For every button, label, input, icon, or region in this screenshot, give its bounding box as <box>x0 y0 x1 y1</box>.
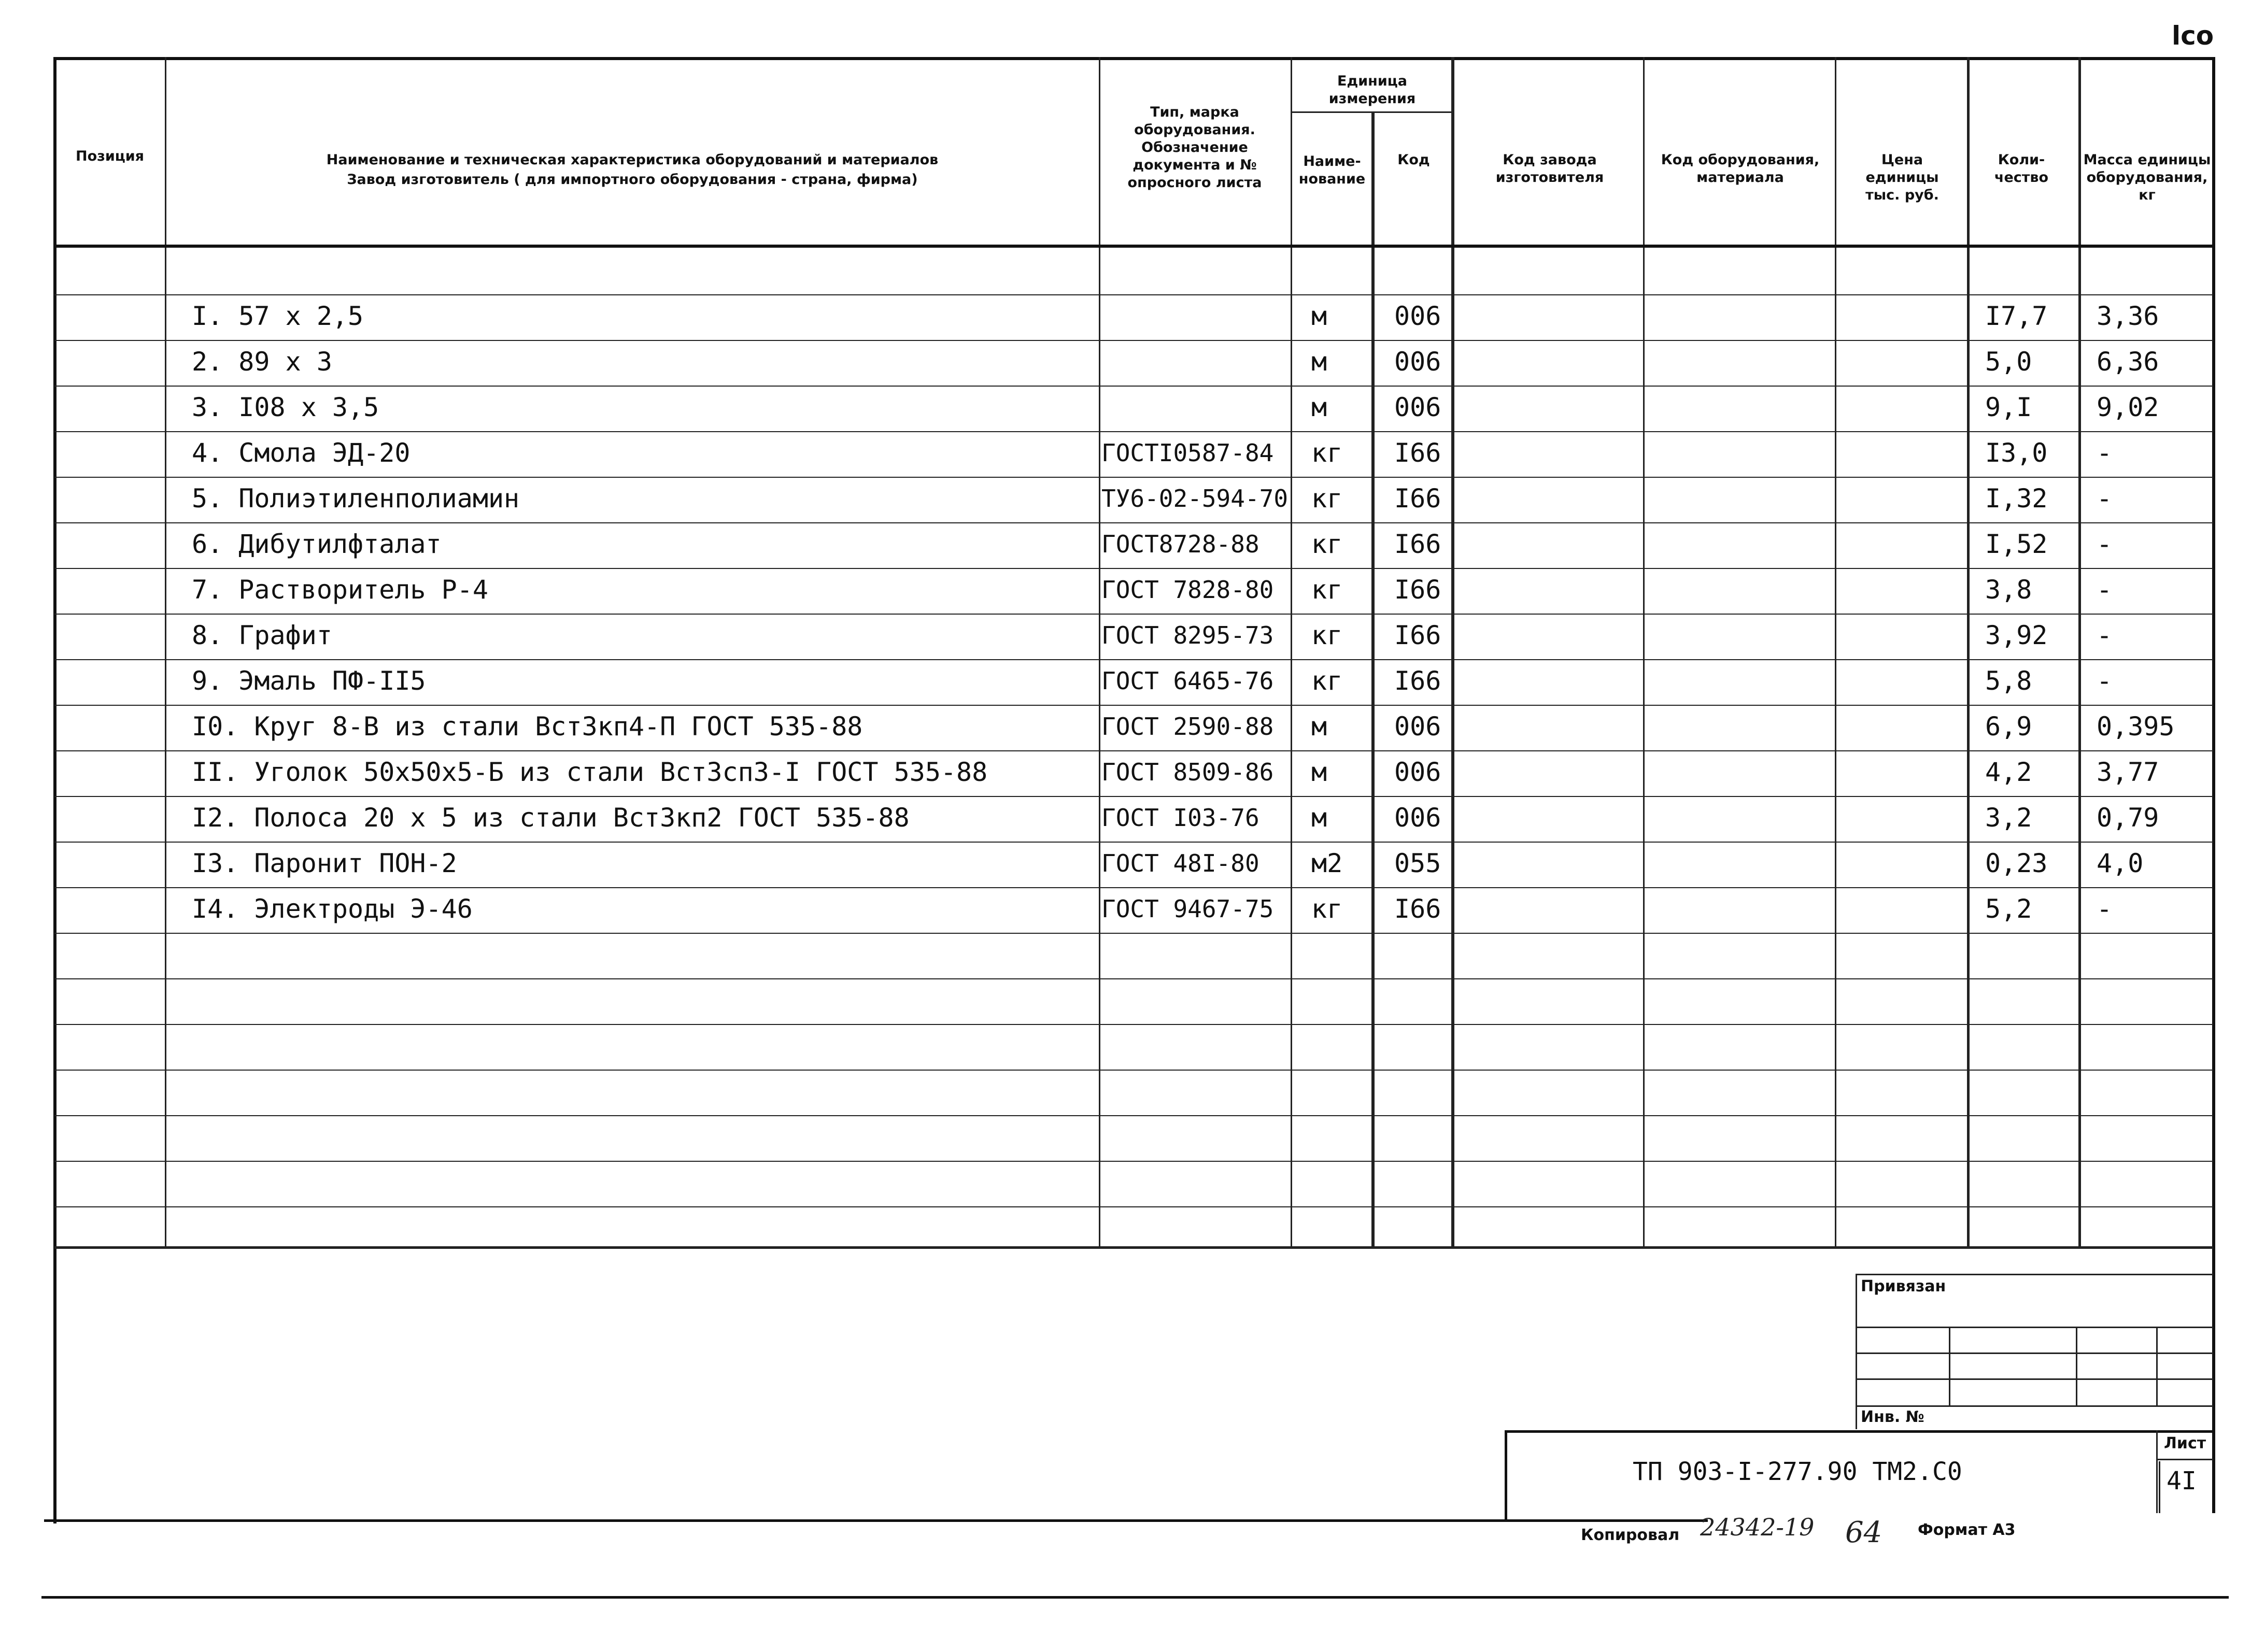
row-type-doc: ГОСТ 8509-86 <box>1101 758 1274 786</box>
row-unit: м <box>1311 757 1327 787</box>
row-line <box>54 386 2213 387</box>
stamp-doc-top <box>1506 1430 2213 1433</box>
row-line <box>54 1206 2213 1207</box>
row-mass: 0,395 <box>2097 711 2175 742</box>
row-line <box>54 1115 2213 1116</box>
stamp-col-2 <box>2076 1327 2077 1405</box>
row-mass: 4,0 <box>2097 848 2144 878</box>
row-unit: кг <box>1311 575 1343 605</box>
row-unit: м <box>1311 711 1327 742</box>
row-name: I0. Круг 8-В из стали ВстЗкп4-П ГОСТ 535-88 <box>192 711 863 742</box>
row-unit-code: I66 <box>1394 529 1441 559</box>
page-marker: lco <box>2172 21 2214 51</box>
row-unit-code: I66 <box>1394 575 1441 605</box>
row-unit-code: 006 <box>1394 301 1441 331</box>
row-unit-code: 006 <box>1394 711 1441 742</box>
row-quantity: I3,0 <box>1985 438 2048 468</box>
stamp-sheet-left <box>2156 1430 2158 1513</box>
row-type-doc: ГОСТ 7828-80 <box>1101 576 1274 604</box>
row-line <box>54 750 2213 751</box>
row-mass: 3,36 <box>2097 301 2159 331</box>
header-equipment-code: Код оборудования, материала <box>1661 152 1820 186</box>
row-line <box>54 705 2213 706</box>
row-type-doc: ГОСТ8728-88 <box>1101 530 1259 558</box>
stamp-sheet-divider <box>2156 1459 2213 1460</box>
row-quantity: I,52 <box>1985 529 2048 559</box>
row-name: 8. Графит <box>192 620 332 650</box>
row-mass: - <box>2097 529 2113 559</box>
stamp-document-code: ТП 903-I-277.90 ТМ2.С0 <box>1633 1457 1962 1486</box>
header-type: Тип, марка оборудования. Обозначение документа и № опросного листа <box>1127 104 1262 191</box>
row-unit: м <box>1311 392 1327 422</box>
row-unit-code: 006 <box>1394 392 1441 422</box>
row-name: 3. I08 х 3,5 <box>192 392 379 422</box>
header-unit-name: Наиме- нование <box>1298 153 1366 187</box>
row-name: 4. Смола ЭД-20 <box>192 438 410 468</box>
stamp-top <box>1856 1274 2213 1275</box>
header-bottom <box>54 245 2213 248</box>
row-unit-code: 006 <box>1394 757 1441 787</box>
row-line <box>54 431 2213 432</box>
header-price: Цена единицы тыс. руб. <box>1865 152 1939 203</box>
row-mass: - <box>2097 894 2113 924</box>
row-quantity: 6,9 <box>1985 711 2032 742</box>
footer-copy-number: 24342-19 <box>1700 1513 1815 1541</box>
stamp-row-2 <box>1856 1352 2213 1354</box>
header-unit-code: Код <box>1397 152 1430 168</box>
row-name: I2. Полоса 20 х 5 из стали ВстЗкп2 ГОСТ 535-88 <box>192 803 910 833</box>
row-quantity: 5,8 <box>1985 666 2032 696</box>
row-quantity: 3,2 <box>1985 803 2032 833</box>
row-name: 7. Растворитель Р-4 <box>192 575 488 605</box>
row-unit-code: I66 <box>1394 666 1441 696</box>
row-line <box>54 1070 2213 1071</box>
table-bottom <box>54 1246 2213 1249</box>
row-line <box>54 522 2213 523</box>
row-type-doc: ТУ6-02-594-70 <box>1101 485 1289 512</box>
row-quantity: 9,I <box>1985 392 2032 422</box>
row-unit: м2 <box>1311 848 1343 878</box>
row-mass: - <box>2097 620 2113 650</box>
row-unit: кг <box>1311 529 1343 559</box>
row-name: I4. Электроды Э-46 <box>192 894 473 924</box>
unit-group-divider <box>1291 111 1453 113</box>
row-unit: кг <box>1311 438 1343 468</box>
row-line <box>54 568 2213 569</box>
row-unit: м <box>1311 301 1327 331</box>
row-mass: 0,79 <box>2097 803 2159 833</box>
frame-bottom <box>44 1519 1708 1522</box>
row-quantity: 5,2 <box>1985 894 2032 924</box>
stamp-doc-left <box>1505 1430 1507 1521</box>
header-factory-code: Код завода изготовителя <box>1495 152 1604 186</box>
stamp-sheet-number: 4I <box>2167 1466 2197 1496</box>
row-mass: - <box>2097 575 2113 605</box>
row-name: 5. Полиэтиленполиамин <box>192 483 520 514</box>
row-name: I3. Паронит ПОН-2 <box>192 848 457 878</box>
stamp-row-3 <box>1856 1378 2213 1380</box>
header-name-line1: Наименование и техническая характеристика оборудований и материалов <box>326 152 939 168</box>
row-type-doc: ГОСТ 6465-76 <box>1101 667 1274 695</box>
row-quantity: I7,7 <box>1985 301 2048 331</box>
row-line <box>54 477 2213 478</box>
row-line <box>54 1024 2213 1025</box>
row-unit-code: I66 <box>1394 894 1441 924</box>
row-quantity: I,32 <box>1985 483 2048 514</box>
header-position: Позиция <box>75 148 145 164</box>
row-unit-code: I66 <box>1394 620 1441 650</box>
row-type-doc: ГОСТ 9467-75 <box>1101 895 1274 923</box>
row-unit: м <box>1311 347 1327 377</box>
row-quantity: 3,8 <box>1985 575 2032 605</box>
row-line <box>54 978 2213 979</box>
row-unit: кг <box>1311 894 1343 924</box>
row-line <box>54 659 2213 660</box>
row-line <box>54 294 2213 295</box>
row-mass: - <box>2097 438 2113 468</box>
row-unit: кг <box>1311 620 1343 650</box>
row-unit: м <box>1311 803 1327 833</box>
footer-format-label: Формат А3 <box>1918 1521 2016 1539</box>
frame-left <box>53 57 56 1523</box>
row-line <box>54 340 2213 341</box>
footer-copied-label: Копировал <box>1581 1526 1680 1544</box>
row-unit-code: I66 <box>1394 438 1441 468</box>
stamp-inv-label: Инв. № <box>1861 1408 1924 1426</box>
frame-top <box>54 57 2213 60</box>
header-quantity: Коли- чество <box>1994 152 2049 186</box>
page-bottom-line <box>41 1596 2229 1599</box>
stamp-col-1 <box>1949 1327 1950 1405</box>
row-type-doc: ГОСТ 8295-73 <box>1101 621 1274 649</box>
row-unit: кг <box>1311 666 1343 696</box>
row-type-doc: ГОСТ I03-76 <box>1101 804 1259 832</box>
row-line <box>54 614 2213 615</box>
row-mass: 6,36 <box>2097 347 2159 377</box>
stamp-sheet-label: Лист <box>2164 1434 2206 1452</box>
row-quantity: 0,23 <box>1985 848 2048 878</box>
row-name: II. Уголок 50х50х5-Б из стали ВстЗсп3-I ГОСТ 535-88 <box>192 757 988 787</box>
col-line-4 <box>1371 111 1375 1249</box>
footer-copy-page: 64 <box>1845 1516 1882 1549</box>
row-quantity: 3,92 <box>1985 620 2048 650</box>
header-mass: Масса единицы оборудования, кг <box>2083 152 2211 203</box>
row-name: 6. Дибутилфталат <box>192 529 442 559</box>
row-type-doc: ГОСТ 2590-88 <box>1101 713 1274 740</box>
row-unit-code: 055 <box>1394 848 1441 878</box>
row-line <box>54 796 2213 797</box>
row-line <box>54 887 2213 888</box>
row-unit: кг <box>1311 483 1343 514</box>
row-unit-code: 006 <box>1394 347 1441 377</box>
row-type-doc: ГОСТ 48I-80 <box>1101 849 1259 877</box>
stamp-sheet-box-left <box>2159 1461 2160 1513</box>
row-unit-code: 006 <box>1394 803 1441 833</box>
row-type-doc: ГОСТI0587-84 <box>1101 439 1274 467</box>
row-quantity: 5,0 <box>1985 347 2032 377</box>
stamp-row-4 <box>1856 1405 2213 1407</box>
row-name: 9. Эмаль ПФ-II5 <box>192 666 426 696</box>
row-unit-code: I66 <box>1394 483 1441 514</box>
stamp-bound-label: Привязан <box>1861 1277 1946 1295</box>
row-name: 2. 89 х 3 <box>192 347 332 377</box>
row-line <box>54 842 2213 843</box>
stamp-col-3 <box>2156 1327 2158 1405</box>
stamp-row-1 <box>1856 1327 2213 1328</box>
row-mass: - <box>2097 666 2113 696</box>
row-mass: - <box>2097 483 2113 514</box>
row-name: I. 57 х 2,5 <box>192 301 364 331</box>
row-quantity: 4,2 <box>1985 757 2032 787</box>
frame-right <box>2212 57 2215 1513</box>
header-name-line2: Завод изготовитель ( для импортного оборудования - страна, фирма) <box>347 172 918 188</box>
row-mass: 3,77 <box>2097 757 2159 787</box>
header-unit-group: Единица измерения <box>1328 73 1416 107</box>
row-line <box>54 1161 2213 1162</box>
row-mass: 9,02 <box>2097 392 2159 422</box>
row-line <box>54 933 2213 934</box>
